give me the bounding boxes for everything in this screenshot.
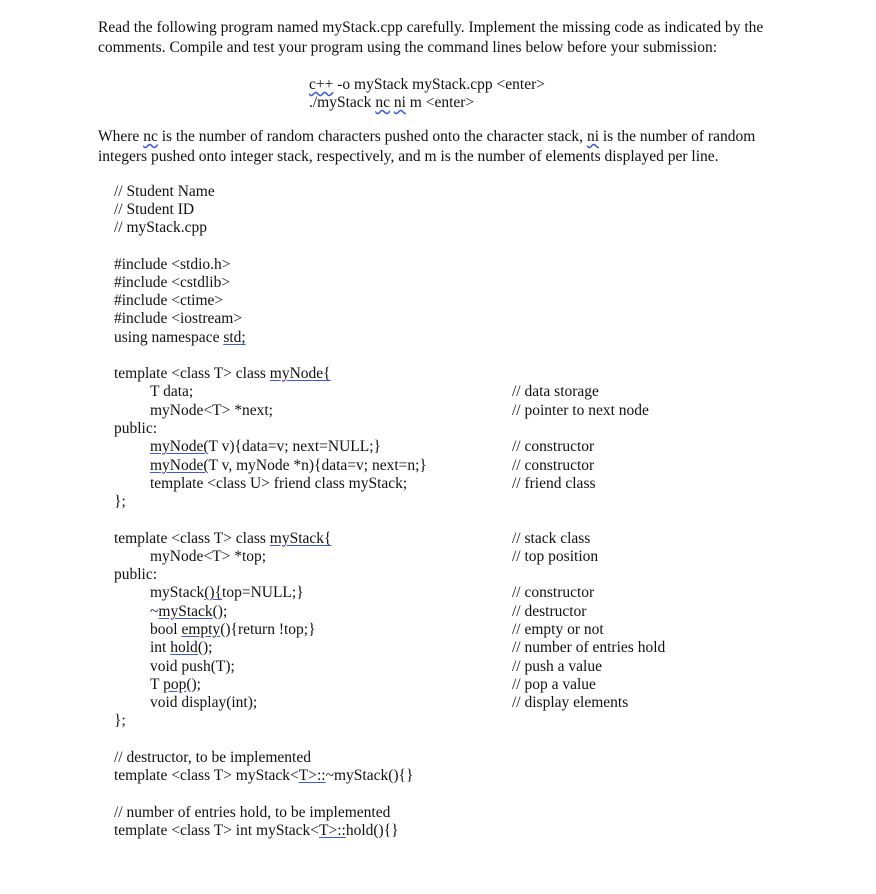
mynode-declaration: template <class T> class myNode{: [114, 365, 331, 382]
hold-impl-line: template <class T> int myStack<T>::hold(){}: [114, 822, 399, 839]
mystack-declaration: template <class T> class myStack{: [114, 530, 332, 547]
header-comment-1: // Student Name: [114, 183, 215, 200]
mystack-display-line: void display(int);: [150, 694, 258, 711]
run-command: ./myStack nc ni m <enter>: [309, 94, 475, 111]
comment-data-storage: // data storage: [512, 383, 599, 400]
comment-empty: // empty or not: [512, 621, 604, 638]
destructor-comment: // destructor, to be implemented: [114, 749, 311, 766]
header-comment-3: // myStack.cpp: [114, 219, 207, 236]
comment-stack-class: // stack class: [512, 530, 591, 547]
using-namespace-line: using namespace std;: [114, 329, 246, 346]
comment-hold: // number of entries hold: [512, 639, 666, 656]
mystack-empty-line: bool empty(){return !top;}: [150, 621, 316, 638]
mynode-close: };: [114, 493, 126, 510]
include-line: #include <cstdlib>: [114, 274, 231, 291]
comment-pointer-next: // pointer to next node: [512, 402, 649, 419]
mystack-public-label: public:: [114, 566, 158, 583]
cpp-compiler: c++: [309, 76, 334, 93]
destructor-impl-line: template <class T> myStack<T>::~myStack(){}: [114, 767, 414, 784]
include-line: #include <iostream>: [114, 310, 243, 327]
mystack-hold-line: int hold();: [150, 639, 213, 656]
include-line: #include <ctime>: [114, 292, 224, 309]
comment-pop: // pop a value: [512, 676, 596, 693]
comment-destructor: // destructor: [512, 603, 587, 620]
compile-command: c++ -o myStack myStack.cpp <enter>: [309, 76, 545, 93]
include-line: #include <stdio.h>: [114, 256, 231, 273]
where-paragraph: Where nc is the number of random characters pushed onto the character stack, ni is the number of random integers pushed onto integer stack, respectively, and m is the number of elements displayed per line.: [98, 128, 756, 165]
mynode-ctor1-line: myNode(T v){data=v; next=NULL;}: [150, 438, 381, 455]
comment-constructor: // constructor: [512, 438, 595, 455]
mynode-data-line: T data;: [150, 383, 194, 400]
mynode-public-label: public:: [114, 420, 158, 437]
hold-comment: // number of entries hold, to be implemented: [114, 804, 391, 821]
mystack-pop-line: T pop();: [150, 676, 201, 693]
mystack-dtor-line: ~myStack();: [150, 603, 228, 620]
comment-push: // push a value: [512, 658, 602, 675]
comment-display: // display elements: [512, 694, 629, 711]
comment-constructor: // constructor: [512, 584, 595, 601]
mystack-close: };: [114, 712, 126, 729]
mystack-ctor-line: myStack(){top=NULL;}: [150, 584, 304, 601]
mystack-push-line: void push(T);: [150, 658, 235, 675]
mystack-top-line: myNode<T> *top;: [150, 548, 267, 565]
comment-constructor: // constructor: [512, 457, 595, 474]
intro-paragraph: Read the following program named myStack.cpp carefully. Implement the missing code as indicated by the comments. Compile and test your program using the command lines below before your submission:: [98, 19, 764, 56]
comment-friend-class: // friend class: [512, 475, 596, 492]
header-comment-2: // Student ID: [114, 201, 195, 218]
mynode-friend-line: template <class U> friend class myStack;: [150, 475, 408, 492]
mynode-ctor2-line: myNode(T v, myNode *n){data=v; next=n;}: [150, 457, 427, 474]
mynode-next-line: myNode<T> *next;: [150, 402, 273, 419]
comment-top-position: // top position: [512, 548, 599, 565]
